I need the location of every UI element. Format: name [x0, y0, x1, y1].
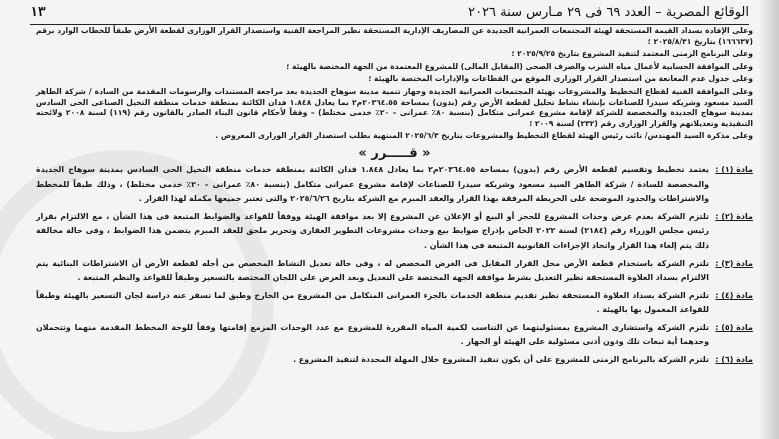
- article-text: تلتزم الشركة بالبرنامج الزمنى للمشروع على أن يكون تنفيذ المشروع خلال المهلة المحددة لتنفيذ المشروع .: [293, 355, 709, 365]
- page-header: [30, 0, 749, 25]
- article-label: مادة (١) :: [715, 164, 753, 174]
- page-number: ١٣: [30, 4, 46, 20]
- article-2: [36, 210, 753, 254]
- gazette-title: الوقائع المصرية – العدد ٦٩ فى ٢٩ مـارس سنة ٢٠٢٦: [468, 4, 749, 20]
- article-label: مادة (٢) :: [715, 211, 753, 221]
- preamble-paragraph: وعلى مذكرة السيد المهندس/ نائب رئيس الهيئة لقطاع التخطيط والمشروعات بتاريخ ٢٠٢٥/٦/٣ المنتهية بطلب استصدار القرار الوزارى المعروض .: [215, 131, 753, 141]
- article-6: [36, 353, 753, 368]
- article-text: تلتزم الشركة باستخدام قطعة الأرض محل القرار المقابل فى الغرض المخصص له ، وفى حالة تعديل النشاط المخصص من أجله لقطعة الأرض أن الاشتراطات البنائية يتم الالتزام بسداد العلاوة المستحقة نظير التعديل بشرط موافقة الجهة المختصة على التعديل وبعد العرض على اللجان المختصة بالتسعير وطبقاً للقواعد والنظم المتبعة .: [36, 258, 709, 283]
- preamble: [36, 26, 753, 142]
- preamble-paragraph: وعلى البرنامج الزمنى المعتمد لتنفيذ المشروع بتاريخ ٢٠٢٥/٩/٢٥ ؛: [511, 49, 753, 59]
- article-text: تلتزم الشركة واستشارى المشروع بمسئوليتهما عن التناسب لكمية المياه المقررة للمشروع مع عدد الوحدات المزمع إقامتها وفقاً للوحة المخطط المقدمة منهما وتتحملان وحدهما أية تبعات تلك ودون أدنى مسئولية على الهيئة أو الجهاز .: [36, 322, 709, 347]
- article-4: [36, 289, 753, 318]
- article-5: [36, 321, 753, 350]
- article-text: تلتزم الشركة بعدم عرض وحدات المشروع للحجز أو البيع أو الإعلان عن المشروع إلا بعد موافقة الهيئة ووفقاً للقواعد والضوابط المتبعة فى هذا الشأن ، مع الالتزام بقرار رئيس مجلس الوزراء رقم (٢١٨٤) لسنة ٢٠٢٢ الخاص بإدراج ضوابط بيع وحدات مشروعات التطوير العقارى وتحرير ملحق للعقد المبرم يتضمن هذا الضوابط ، وفى حالة مخالفة ذلك يتم إلغاء هذا القرار واتخاذ الإجراءات القانونية المتبعة فى هذا الشأن .: [36, 211, 709, 250]
- preamble-paragraph: وعلى الموافقة الحسابية لأعمال مياه الشرب والصرف الصحى (المقابل المالى) للمشروع المعتمدة من الجهة المختصة بالهيئة ؛: [286, 61, 753, 71]
- article-label: مادة (٦) :: [715, 355, 753, 365]
- scan-shadow: [759, 0, 779, 439]
- article-label: مادة (٣) :: [715, 258, 753, 268]
- article-text: تلتزم الشركة بسداد العلاوة المستحقة نظير تقديم منطقة الخدمات بالجزء العمرانى المتكامل من المشروع من الخارج وطبق لما تسفر عنه دراسة لجان التسعير بالهيئة وطبقاً للقواعد المعمول بها بالهيئة .: [36, 290, 709, 315]
- preamble-paragraph: وعلى الموافقة الفنية لقطاع التخطيط والمشروعات بهيئة المجتمعات العمرانية الجديدة وجهاز تنمية مدينة سوهاج الجديدة بعد مراجعة المستندات والرسومات المقدمة من السادة / شركة الطاهر السيد مسعود وشريكه سيدرا للصناعات بإنشاء نشاط تحليل لقطعة الأرض رقم (بدون) بمساحة ٢٠٣٦٤.٥٥م٢ بما يعادل ١.٨٤٨ فدان الكائنة بمنطقة خدمات منطقة التخيل الصناعى الحى السادس بمدينة سوهاج الجديدة والمخصصة للشركة لإقامة مشروع عمرانى متكامل (بنسبة ٨٠٪ عمرانى – ٢٠٪ خدمى مختلط) – وفقاً لأحكام قانون البناء الصادر بالقانون رقم (١١٩) لسنة ٢٠٠٨ ولائحته التنفيذية وتعديلاتهم والقرار الوزارى رقم (٢٣٢) لسنة ٢٠٠٩ ؛: [36, 86, 753, 128]
- article-1: [36, 163, 753, 207]
- article-3: [36, 257, 753, 286]
- preamble-paragraph: وعلى الإفادة بسداد القيمة المستحقة لهيئة المجتمعات العمرانية الجديدة عن المصاريف الإدارية المستحقة نظير المراجعة الفنية واستصدار القرار الوزارى لقطعة الأرض طبقاً للخطاب الوارد برقم (١٦٦٦٣٧) بتاريخ ٢٠٢٥/٨/٣١ ؛: [36, 26, 753, 46]
- article-label: مادة (٥) :: [715, 322, 753, 332]
- document-body: [36, 26, 753, 371]
- article-label: مادة (٤) :: [715, 290, 753, 300]
- article-text: يعتمد تخطيط وتقسيم لقطعة الأرض رقم (بدون) بمساحة ٢٠٣٦٤.٥٥م٢ بما يعادل ١.٨٤٨ فدان الكائنة بمنطقة خدمات منطقة التخيل الحى السادس بمدينة سوهاج الجديدة والمخصصة للسادة / شركة الطاهر السيد مسعود وشريكه سيدرا للصناعات لإقامة مشروع عمرانى متكامل (بنسبة ٨٠٪ عمرانى – ٢٠٪ خدمى مختلط) ، وذلك طبقاً للمخطط والاشتراطات والحدود الموضحة على الخريطة المرفقة بهذا القرار والعقد المبرم مع الشركة بتاريخ ٢٠٢٥/٦/٢٦ والتى تعتبر جميعها مكملة لهذا القرار .: [36, 164, 710, 204]
- preamble-paragraph: وعلى جدول عدم المعانعة من استصدار القرار الوزارى الموقع من القطاعات والإدارات المختصة بالهيئة ؛: [368, 74, 753, 84]
- decision-heading: « قـــــرر »: [358, 145, 431, 161]
